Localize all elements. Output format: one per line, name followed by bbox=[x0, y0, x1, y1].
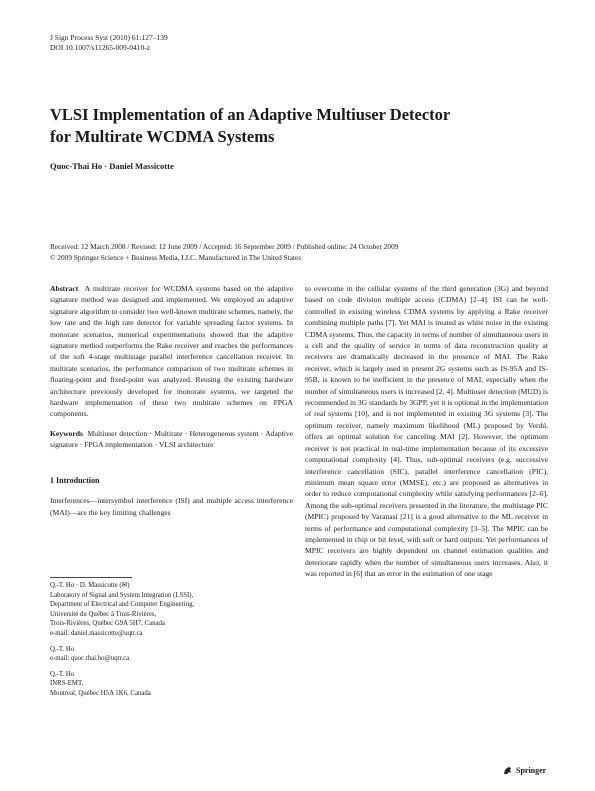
journal-citation: J Sign Process Syst (2010) 61:127–139 bbox=[50, 33, 168, 42]
affiliation-1-authors: Q.-T. Ho · D. Massicotte (✉) bbox=[50, 582, 130, 589]
publisher-logo bbox=[502, 765, 546, 776]
affiliation-3-city: Montreal, Québec H5A 1K6, Canada bbox=[50, 689, 151, 697]
publication-history bbox=[50, 242, 550, 263]
right-column bbox=[305, 283, 548, 580]
left-column bbox=[50, 283, 293, 518]
affiliation-1-city: Trois-Rivières, Québec G9A 5H7, Canada bbox=[50, 620, 165, 628]
affiliation-1-email[interactable]: e-mail: daniel.massicotte@uqtr.ca bbox=[50, 629, 143, 637]
keywords-text: Multiuser detection · Multirate · Heterogeneous system · Adaptive signature · FPGA implementation · VLSI architecture bbox=[50, 428, 294, 450]
publisher-name: Springer bbox=[516, 766, 547, 775]
section-heading-introduction: 1 Introduction bbox=[50, 475, 100, 485]
journal-info bbox=[50, 33, 168, 53]
affiliation-1-lab: Laboratory of Signal and System Integration (LSSI), bbox=[50, 591, 194, 599]
authors: Quoc-Thai Ho · Daniel Massicotte bbox=[50, 161, 174, 171]
abstract bbox=[50, 283, 293, 420]
affiliation-2-author: Q.-T. Ho bbox=[50, 645, 75, 653]
affiliation-1 bbox=[50, 581, 293, 639]
copyright-line: © 2009 Springer Science + Business Media, LLC. Manufactured in The United States bbox=[50, 252, 302, 262]
paper-title-line-1: VLSI Implementation of an Adaptive Multiuser Detector bbox=[50, 105, 451, 124]
keywords-label: Keywords bbox=[50, 428, 83, 438]
received-dates: Received: 12 March 2008 / Revised: 12 June 2009 / Accepted: 16 September 2009 / Published online: 24 October 2009 bbox=[50, 242, 399, 251]
paper-title bbox=[50, 104, 520, 148]
affiliation-3-inst: INRS-EMT, bbox=[50, 680, 84, 688]
keywords bbox=[50, 428, 293, 451]
springer-horse-icon bbox=[502, 765, 513, 776]
paper-title-line-2: for Multirate WCDMA Systems bbox=[50, 127, 275, 146]
abstract-text: A multirate receiver for WCDMA systems based on the adaptive signature method was designed and implemented. We employed an adaptive signature algorithm to consider two well-known multirate schemes, namely, the low rate and the high rate detector for variable spreading factor systems. In monorate scenarios, numerical experimentations showed that the adaptive signature method outperforms the Rake receiver and reaches the performances of the soft 4-stage multistage parallel interference cancellation receiver. In multirate scenarios, the performance comparison of two multirate schemes in floating-point and fixed-point was analyzed. Reusing the existing hardware architecture previously developed for monorate systems, we targeted the hardware implementation of these two multirate schemes on FPGA components. bbox=[50, 284, 293, 419]
affiliation-3 bbox=[50, 670, 293, 699]
affiliation-3-author: Q.-T. Ho bbox=[50, 670, 75, 678]
affiliation-1-dept: Department of Electrical and Computer Engineering, bbox=[50, 601, 195, 609]
intro-text: Interferences—intersymbol interference (ISI) and multiple access interference (MAI)—are the key limiting challenges bbox=[50, 496, 293, 517]
abstract-label: Abstract bbox=[50, 284, 79, 293]
doi: DOI 10.1007/s11265-009-0410-z bbox=[50, 43, 151, 52]
right-column-text: to overcome in the cellular systems of the third generation (3G) and beyond based on code division multiple access (CDMA) [2–4]. ISI can be well-controlled in existing wireless CDMA systems by applying a Rake receiver combining multiple paths [7]. Yet MAI is treated as white noise in the existing CDMA systems. Thus, the capacity in terms of number of simultaneous users in a cell and the quality of service in terms of data reconstruction quality at receivers are dramatically decreased in the presence of MAI. The Rake receiver, which is largely used in present 2G systems such as IS-95A and IS-95B, is known to be inefficient in the presence of MAI, especially when the number of simultaneous users is increased [2, 4]. Multiuser detection (MUD) is recommended in 3G standards by 3GPP, yet it is optional in the implementation of real systems [10], and is not implemented in existing 3G systems [3]. The optimum receiver, namely maximum likelihood (ML) proposed by Verdú, offers an optimal solution for canceling MAI [2]. However, the optimum receiver is not practical in real-time implementation because of its excessive computational complexity [4]. Thus, sub-optimal receivers (e.g. successive interference cancellation (SIC), parallel interference cancellation (PIC), minimum mean square error (MMSE), etc.) are proposed as alternatives in order to reduce computational complexity while satisfying performances [2–6]. Among the sub-optimal receivers presented in the literature, the multistage PIC (MPIC) proposed by Varanasi [21] is a good alternative to the ML receiver in terms of performance and computational complexity [3–5]. The MPIC can be implemented in chip or bit level, with soft or hard outputs. Yet performances of MPIC receivers are highly dependent on channel estimation qualities and deteriorate rapidly when the number of simultaneous users increases. Also, it was reported in [6] that an error in the estimation of one stage bbox=[305, 284, 548, 579]
affiliation-1-univ: Université du Québec à Trois-Rivières, bbox=[50, 610, 157, 618]
affiliation-2-email[interactable]: e-mail: quoc.thai.ho@uqtr.ca bbox=[50, 655, 130, 663]
affiliation-2 bbox=[50, 645, 293, 664]
footnote-divider bbox=[50, 577, 132, 578]
affiliations bbox=[50, 581, 293, 705]
